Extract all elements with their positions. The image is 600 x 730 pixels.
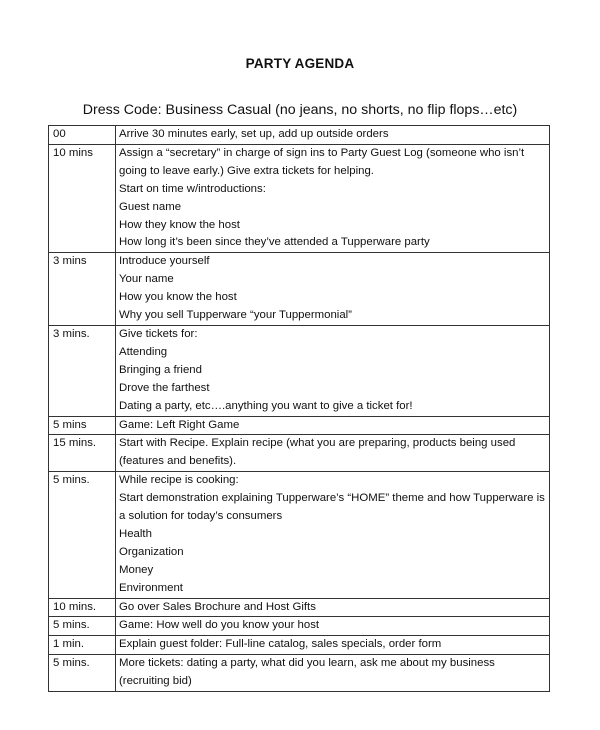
agenda-row bbox=[49, 144, 550, 252]
agenda-row bbox=[49, 253, 550, 326]
agenda-line: Organization bbox=[119, 545, 184, 558]
agenda-line: Your name bbox=[119, 273, 174, 286]
agenda-description bbox=[116, 126, 550, 145]
agenda-time: 10 mins bbox=[49, 144, 116, 252]
agenda-row bbox=[49, 598, 550, 617]
agenda-time: 00 bbox=[49, 126, 116, 145]
agenda-line: Arrive 30 minutes early, set up, add up outside orders bbox=[119, 128, 389, 140]
agenda-time: 3 mins bbox=[49, 253, 116, 326]
agenda-description bbox=[116, 435, 550, 472]
agenda-time: 1 min. bbox=[49, 636, 116, 655]
agenda-line: While recipe is cooking: bbox=[119, 474, 239, 487]
agenda-line: Attending bbox=[119, 345, 168, 358]
agenda-line: Drove the farthest bbox=[119, 381, 210, 394]
dress-code: Dress Code: Business Casual (no jeans, no shorts, no flip flops…etc) bbox=[82, 102, 518, 118]
agenda-line: Money bbox=[119, 563, 154, 576]
agenda-description bbox=[116, 472, 550, 598]
agenda-line: Dating a party, etc….anything you want to give a ticket for! bbox=[119, 399, 413, 412]
agenda-description bbox=[116, 325, 550, 416]
agenda-line: How long it’s been since they’ve attended a Tupperware party bbox=[119, 236, 430, 249]
agenda-row bbox=[49, 325, 550, 416]
agenda-time: 3 mins. bbox=[49, 325, 116, 416]
agenda-line: Why you sell Tupperware “your Tuppermonial” bbox=[119, 309, 352, 322]
agenda-line: Go over Sales Brochure and Host Gifts bbox=[119, 600, 316, 613]
agenda-description bbox=[116, 144, 550, 252]
agenda-description bbox=[116, 617, 550, 636]
agenda-line: Give tickets for: bbox=[119, 327, 198, 340]
agenda-row bbox=[49, 636, 550, 655]
agenda-line: Start with Recipe. Explain recipe (what you are preparing, products being used (features and benefits). bbox=[119, 437, 516, 468]
agenda-line: Assign a “secretary” in charge of sign ins to Party Guest Log (someone who isn’t going to leave early.) Give extra tickets for helping. bbox=[119, 146, 525, 177]
agenda-row bbox=[49, 617, 550, 636]
agenda-description bbox=[116, 416, 550, 435]
agenda-line: Health bbox=[119, 527, 152, 540]
agenda-time: 5 mins bbox=[49, 416, 116, 435]
agenda-line: Start demonstration explaining Tupperware’s “HOME” theme and how Tupperware is a solution for today’s consumers bbox=[119, 492, 545, 523]
agenda-line: Explain guest folder: Full-line catalog, sales specials, order form bbox=[119, 638, 442, 651]
page-title: PARTY AGENDA bbox=[245, 56, 355, 71]
agenda-time: 5 mins. bbox=[49, 655, 116, 692]
agenda-time: 5 mins. bbox=[49, 472, 116, 598]
agenda-description bbox=[116, 636, 550, 655]
agenda-row bbox=[49, 472, 550, 598]
agenda-time: 10 mins. bbox=[49, 598, 116, 617]
agenda-line: Guest name bbox=[119, 200, 182, 213]
agenda-line: Environment bbox=[119, 581, 183, 594]
agenda-line: Introduce yourself bbox=[119, 255, 210, 268]
agenda-description bbox=[116, 598, 550, 617]
agenda-time: 5 mins. bbox=[49, 617, 116, 636]
agenda-line: Game: Left Right Game bbox=[119, 418, 240, 431]
agenda-line: Start on time w/introductions: bbox=[119, 182, 266, 195]
agenda-line: Game: How well do you know your host bbox=[119, 619, 320, 632]
agenda-row bbox=[49, 416, 550, 435]
agenda-row bbox=[49, 126, 550, 145]
agenda-time: 15 mins. bbox=[49, 435, 116, 472]
agenda-row bbox=[49, 435, 550, 472]
agenda-table-body bbox=[49, 126, 550, 692]
agenda-table bbox=[48, 125, 550, 692]
agenda-line: More tickets: dating a party, what did you learn, ask me about my business (recruiting bid) bbox=[119, 657, 495, 688]
agenda-line: Bringing a friend bbox=[119, 363, 202, 376]
agenda-line: How you know the host bbox=[119, 291, 237, 304]
agenda-row bbox=[49, 655, 550, 692]
agenda-description bbox=[116, 655, 550, 692]
agenda-description bbox=[116, 253, 550, 326]
agenda-line: How they know the host bbox=[119, 218, 240, 231]
